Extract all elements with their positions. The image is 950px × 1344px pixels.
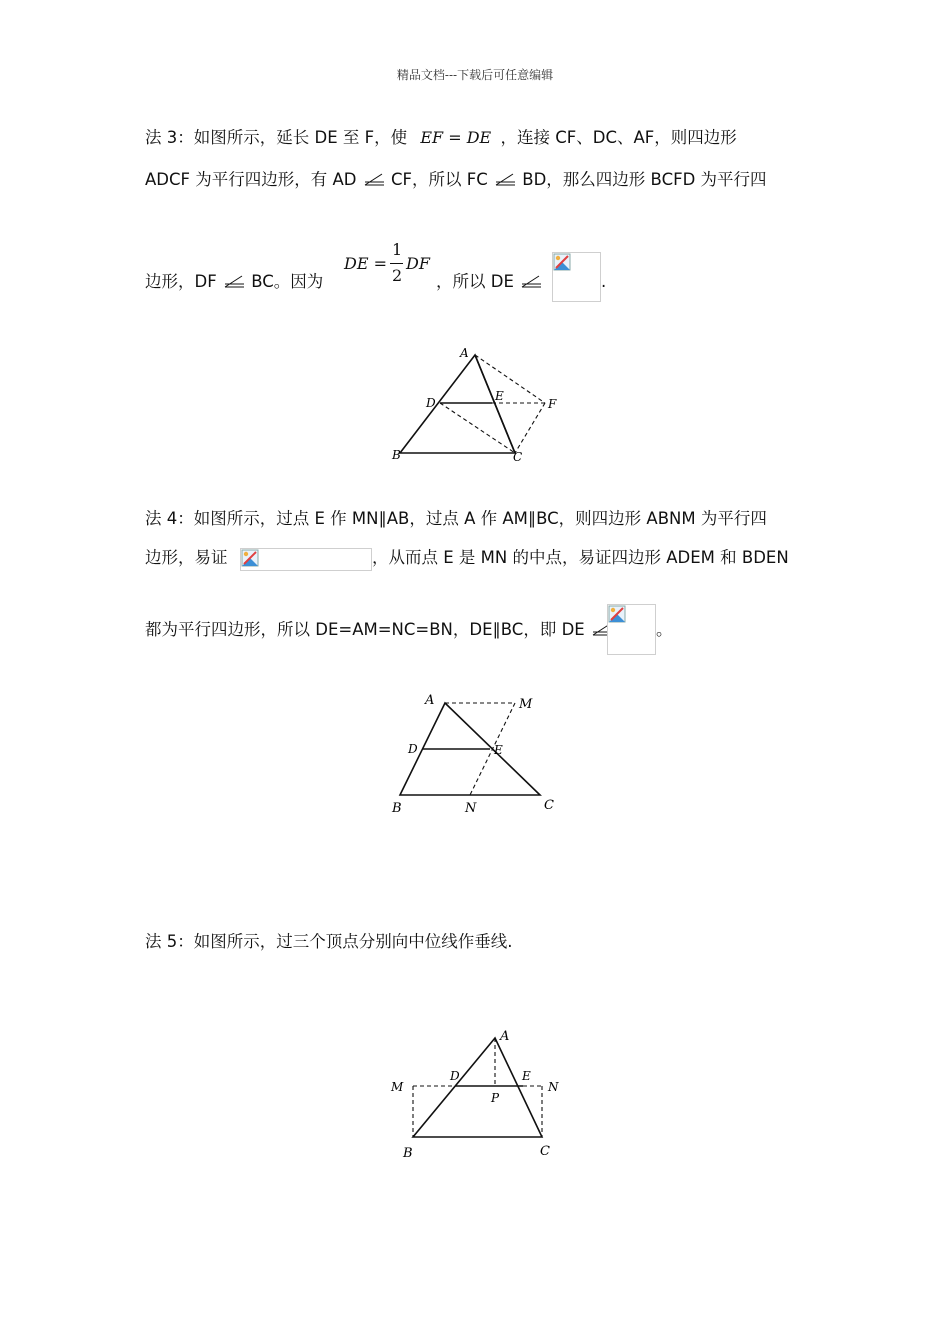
math-right: DF — [406, 254, 430, 273]
label-a: A — [460, 346, 469, 360]
method5-line1: 法 5：如图所示，过三个顶点分别向中位线作垂线. — [145, 932, 513, 951]
method3-line3 — [145, 270, 323, 294]
text: ，连接 CF、DC、AF，则四边形 — [500, 128, 737, 147]
label-n: N — [465, 801, 477, 816]
text: BD，那么四边形 BCFD 为平行四 — [522, 170, 767, 189]
label-b: B — [392, 448, 401, 462]
frac-denominator: 2 — [392, 266, 403, 285]
frac-bar — [390, 263, 403, 264]
parallel-equal-icon — [520, 275, 542, 289]
label-c: C — [513, 450, 523, 464]
method4-line2b: ，从而点 E 是 MN 的中点，易证四边形 ADEM 和 BDEN — [372, 548, 789, 567]
broken-image-placeholder — [607, 604, 656, 655]
label-b: B — [392, 801, 402, 816]
label-b: B — [403, 1146, 413, 1161]
math-left: DE = — [344, 254, 387, 273]
method3-line2 — [145, 168, 767, 192]
frac-numerator: 1 — [392, 240, 403, 259]
method4-line1: 法 4：如图所示，过点 E 作 MN∥AB，过点 A 作 AM∥BC，则四边形 ABNM 为平行四 — [145, 509, 767, 528]
figure-method4 — [380, 685, 580, 820]
text: CF，所以 FC — [391, 170, 488, 189]
broken-image-icon — [553, 253, 571, 271]
label-a: A — [425, 693, 435, 708]
text: ADCF 为平行四边形，有 AD — [145, 170, 357, 189]
text: ，所以 DE — [436, 272, 514, 291]
parallel-equal-icon — [363, 173, 385, 187]
label-f: F — [548, 397, 557, 411]
text: 边形，DF — [145, 272, 217, 291]
label-m: M — [391, 1080, 404, 1094]
parallel-equal-icon — [223, 275, 245, 289]
label-d: D — [426, 396, 436, 410]
method4-line3-end: 。 — [656, 620, 673, 639]
triangle-abc — [413, 1038, 542, 1137]
label-e: E — [522, 1069, 531, 1083]
method3-line3-end: . — [601, 272, 607, 291]
text: 法 3：如图所示，延长 DE 至 F，使 — [145, 128, 408, 147]
figure-method3 — [380, 340, 580, 470]
label-c: C — [540, 1144, 550, 1159]
broken-image-icon — [241, 549, 259, 567]
segment-fc-dashed — [515, 403, 545, 453]
label-d: D — [408, 742, 418, 756]
parallel-equal-icon — [494, 173, 516, 187]
label-c: C — [544, 798, 554, 813]
text: BC。因为 — [251, 272, 324, 291]
method3-line3-cont — [436, 270, 543, 294]
label-e: E — [495, 389, 504, 403]
method3-line1 — [145, 126, 737, 150]
segment-ac — [475, 355, 515, 453]
label-d: D — [450, 1069, 460, 1083]
method4-line2a: 边形，易证 — [145, 548, 228, 567]
label-m: M — [519, 697, 533, 712]
label-a: A — [500, 1029, 510, 1044]
method4-line3 — [145, 618, 614, 642]
figure-method5 — [385, 1020, 575, 1165]
math-ef-de: EF = DE — [420, 128, 492, 147]
label-e: E — [494, 743, 503, 757]
label-p: P — [491, 1091, 500, 1105]
broken-image-placeholder — [240, 548, 372, 571]
label-n: N — [548, 1080, 559, 1094]
segment-dc-dashed — [440, 403, 515, 453]
page-header: 精品文档---下载后可任意编辑 — [396, 68, 554, 82]
broken-image-icon — [608, 605, 626, 623]
text: 都为平行四边形，所以 DE=AM=NC=BN，DE∥BC，即 DE — [145, 620, 585, 639]
triangle-abc — [400, 355, 515, 453]
broken-image-placeholder — [552, 252, 601, 302]
